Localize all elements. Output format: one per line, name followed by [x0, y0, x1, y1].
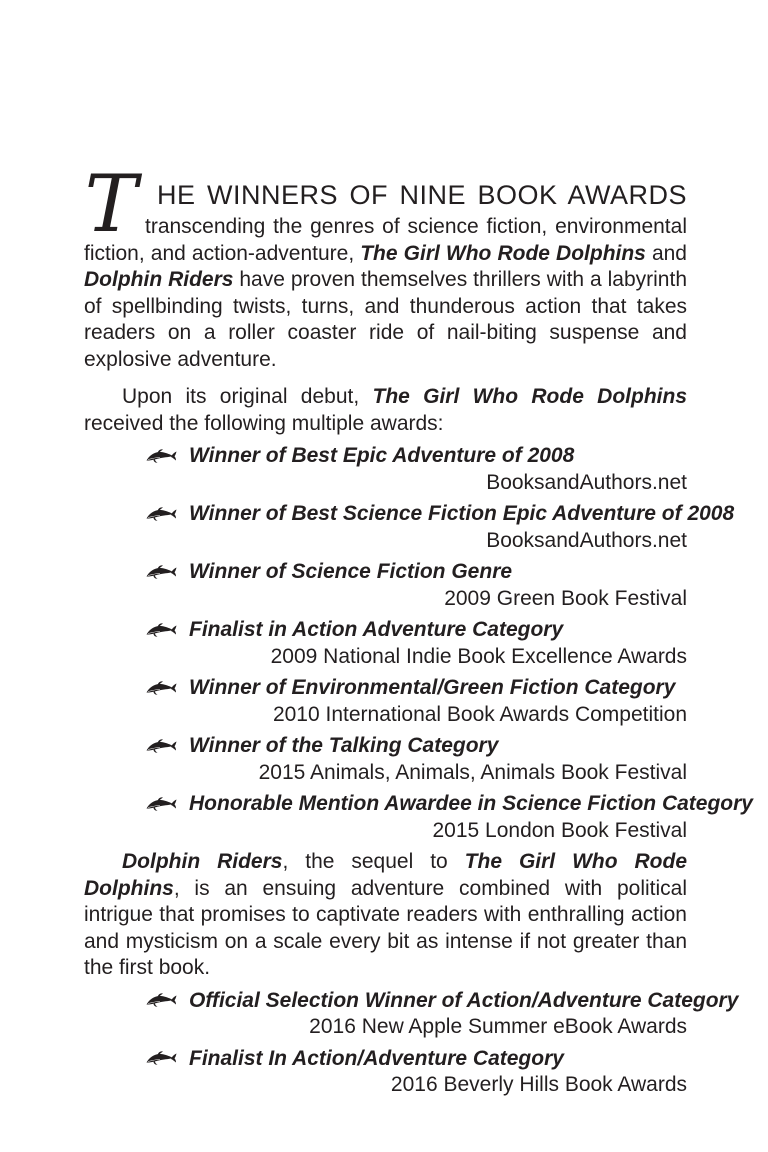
award-attribution: 2009 National Indie Book Excellence Awards: [270, 644, 687, 668]
paragraph-sequel: [84, 849, 687, 982]
text-segment: have proven themselves thrillers with a labyrinth of spellbinding twists, turns, and thunderous action that takes readers on a roller coaster ride of nail-biting suspense and explosive adventure.: [84, 268, 687, 371]
award-attribution: 2015 London Book Festival: [432, 818, 687, 842]
award-title-row: [84, 791, 753, 818]
text-segment: The Girl Who Rode Dolphins: [84, 850, 687, 900]
award-title: Winner of Best Science Fiction Epic Adventure of 2008: [189, 502, 735, 525]
award-item: [84, 791, 753, 844]
award-title: Winner of Science Fiction Genre: [189, 560, 513, 583]
text-segment: and: [645, 241, 687, 265]
award-attribution: 2010 International Book Awards Competition: [272, 702, 687, 726]
text-segment: transcending the genres of science fiction, environmental fiction, and action-adventure,: [84, 215, 687, 265]
dolphin-icon: [146, 564, 178, 581]
award-attribution: BooksandAuthors.net: [486, 470, 687, 494]
dolphin-icon: [146, 622, 178, 639]
award-attribution: BooksandAuthors.net: [486, 528, 687, 552]
award-attribution: 2015 Animals, Animals, Animals Book Festival: [258, 760, 687, 784]
awards-list-first-book: [84, 443, 753, 844]
dolphin-icon: [146, 992, 178, 1009]
text-segment: Dolphin Riders: [122, 850, 283, 873]
paragraph-debut: [84, 384, 687, 437]
award-item: [84, 501, 735, 554]
award-attribution: 2016 Beverly Hills Book Awards: [390, 1073, 687, 1096]
award-attribution: 2016 New Apple Summer eBook Awards: [309, 1015, 687, 1038]
award-item: [84, 675, 687, 728]
award-item: [84, 988, 739, 1041]
text-segment: received the following multiple awards:: [84, 411, 444, 435]
award-title-row: [84, 1046, 687, 1073]
award-item: [84, 1046, 687, 1099]
dolphin-icon: [146, 1050, 178, 1067]
award-title: Honorable Mention Awardee in Science Fiction Category: [189, 792, 753, 815]
drop-cap: T: [84, 158, 138, 250]
award-item: [84, 559, 687, 612]
award-title: Official Selection Winner of Action/Adventure Category: [189, 988, 739, 1012]
dolphin-icon: [146, 680, 178, 697]
award-attribution: 2009 Green Book Festival: [444, 586, 687, 610]
award-title: Winner of the Talking Category: [189, 734, 499, 757]
award-title: Winner of Environmental/Green Fiction Category: [189, 676, 676, 699]
award-title-row: [84, 733, 687, 760]
dolphin-icon: [146, 796, 178, 813]
text-segment: Dolphin Riders: [84, 268, 234, 291]
award-title-row: [84, 988, 739, 1015]
text-segment: The Girl Who Rode Dolphins: [360, 241, 646, 265]
award-item: [84, 443, 687, 496]
text-segment: , the sequel to: [282, 850, 465, 873]
opening-paragraph-text: [84, 215, 687, 371]
dolphin-icon: [146, 506, 178, 523]
awards-list-second-book: [84, 988, 739, 1099]
award-title-row: [84, 559, 687, 586]
award-item: [84, 733, 687, 786]
award-title-row: [84, 501, 735, 528]
award-title: Finalist In Action/Adventure Category: [189, 1046, 564, 1070]
award-title-row: [84, 443, 687, 470]
dolphin-icon: [146, 738, 178, 755]
text-segment: , is an ensuing adventure combined with political intrigue that promises to captivate readers with enthralling action and mysticism on a scale every bit as intense if not greater than the first book.: [84, 876, 687, 979]
award-item: [84, 617, 687, 670]
opening-paragraph: [84, 158, 687, 373]
text-segment: Upon its original debut,: [122, 385, 373, 408]
award-title: Finalist in Action Adventure Category: [189, 618, 564, 641]
dolphin-icon: [146, 448, 178, 465]
award-title-row: [84, 617, 687, 644]
page-heading: HE WINNERS OF NINE BOOK AWARDS: [157, 180, 687, 210]
award-title: Winner of Best Epic Adventure of 2008: [189, 444, 575, 467]
award-title-row: [84, 675, 687, 702]
text-segment: The Girl Who Rode Dolphins: [372, 385, 687, 408]
